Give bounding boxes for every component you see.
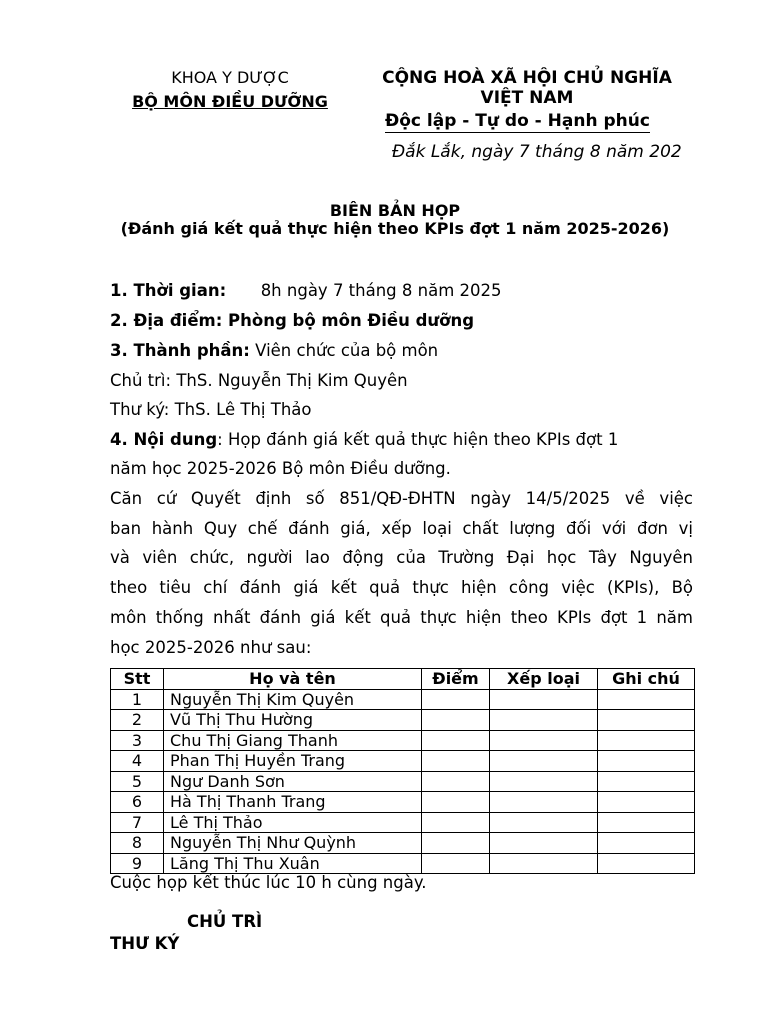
item-time (110, 281, 502, 300)
row-note (598, 853, 695, 874)
row-rank (490, 771, 598, 792)
row-score (422, 771, 490, 792)
table-row (111, 833, 695, 854)
row-stt: 6 (111, 792, 164, 813)
row-score (422, 730, 490, 751)
row-note (598, 792, 695, 813)
row-score (422, 812, 490, 833)
secretary-line: Thư ký: ThS. Lê Thị Thảo (110, 400, 312, 419)
row-stt: 9 (111, 853, 164, 874)
row-name: Hà Thị Thanh Trang (164, 792, 422, 813)
item-content (110, 430, 618, 449)
header-stt: Stt (111, 669, 164, 690)
row-note (598, 730, 695, 751)
row-rank (490, 792, 598, 813)
row-name: Ngư Danh Sơn (164, 771, 422, 792)
item-members (110, 341, 438, 360)
row-stt: 1 (111, 689, 164, 710)
row-score (422, 792, 490, 813)
header-note: Ghi chú (598, 669, 695, 690)
row-stt: 2 (111, 710, 164, 731)
row-score (422, 689, 490, 710)
row-score (422, 751, 490, 772)
row-rank (490, 689, 598, 710)
evaluation-table (110, 668, 695, 874)
row-note (598, 771, 695, 792)
row-name: Lăng Thị Thu Xuân (164, 853, 422, 874)
table-row (111, 853, 695, 874)
chair-line: Chủ trì: ThS. Nguyễn Thị Kim Quyên (110, 371, 408, 390)
row-note (598, 710, 695, 731)
row-score (422, 833, 490, 854)
content-value: : Họp đánh giá kết quả thực hiện theo KPIs đợt 1 (217, 430, 619, 449)
faculty-name: KHOA Y DƯỢC (171, 68, 289, 87)
title-main: BIÊN BẢN HỌP (329, 201, 461, 220)
row-name: Nguyễn Thị Như Quỳnh (164, 833, 422, 854)
row-name: Phan Thị Huyền Trang (164, 751, 422, 772)
row-rank (490, 751, 598, 772)
signature-chair: CHỦ TRÌ (187, 912, 263, 931)
nation-heading: CỘNG HOÀ XÃ HỘI CHỦ NGHĨA VIỆT NAM (382, 68, 672, 108)
row-note (598, 812, 695, 833)
row-rank (490, 833, 598, 854)
row-note (598, 833, 695, 854)
table-row (111, 751, 695, 772)
row-rank (490, 710, 598, 731)
title-sub: (Đánh giá kết quả thực hiện theo KPIs đợt 1 năm 2025-2026) (120, 219, 670, 238)
row-score (422, 710, 490, 731)
date-line: Đắk Lắk, ngày 7 tháng 8 năm 202 (392, 142, 682, 162)
table-row (111, 812, 695, 833)
time-value: 8h ngày 7 tháng 8 năm 2025 (260, 281, 502, 300)
table-row (111, 730, 695, 751)
header-name: Họ và tên (164, 669, 422, 690)
table-row (111, 710, 695, 731)
header-score: Điểm (422, 669, 490, 690)
paragraph-line: môn thống nhất đánh giá kết quả thực hiện theo KPIs đợt 1 năm (110, 607, 693, 627)
paragraph-line: Căn cứ Quyết định số 851/QĐ-ĐHTN ngày 14/5/2025 về việc (110, 489, 693, 508)
department-name: BỘ MÔN ĐIỀU DƯỠNG (132, 92, 328, 111)
item-place: 2. Địa điểm: Phòng bộ môn Điều dưỡng (110, 311, 475, 330)
row-stt: 5 (111, 771, 164, 792)
time-label: 1. Thời gian: (110, 281, 227, 300)
row-name: Lê Thị Thảo (164, 812, 422, 833)
row-rank (490, 853, 598, 874)
table-row (111, 771, 695, 792)
table-header-row (111, 669, 695, 690)
row-stt: 8 (111, 833, 164, 854)
paragraph-line: học 2025-2026 như sau: (110, 637, 312, 657)
paragraph-line: ban hành Quy chế đánh giá, xếp loại chất lượng đối với đơn vị (110, 518, 693, 538)
row-score (422, 853, 490, 874)
closing-line: Cuộc họp kết thúc lúc 10 h cùng ngày. (110, 873, 427, 892)
row-stt: 3 (111, 730, 164, 751)
row-name: Nguyễn Thị Kim Quyên (164, 689, 422, 710)
paragraph-line: và viên chức, người lao động của Trường Đại học Tây Nguyên (110, 548, 693, 568)
document-title (100, 202, 690, 238)
header-rank: Xếp loại (490, 669, 598, 690)
row-note (598, 751, 695, 772)
content-value-2: năm học 2025-2026 Bộ môn Điều dưỡng. (110, 459, 451, 478)
national-motto: Độc lập - Tự do - Hạnh phúc (385, 111, 650, 131)
row-rank (490, 812, 598, 833)
row-rank (490, 730, 598, 751)
content-label: 4. Nội dung (110, 430, 218, 449)
row-stt: 7 (111, 812, 164, 833)
row-stt: 4 (111, 751, 164, 772)
row-note (598, 689, 695, 710)
members-value: Viên chức của bộ môn (249, 341, 439, 360)
paragraph-line: theo tiêu chí đánh giá kết quả thực hiện công việc (KPIs), Bộ (110, 578, 693, 598)
department-block (120, 66, 340, 114)
table-row (111, 689, 695, 710)
signature-secretary: THƯ KÝ (110, 934, 180, 953)
row-name: Chu Thị Giang Thanh (164, 730, 422, 751)
members-label: 3. Thành phần: (110, 341, 250, 360)
table-row (111, 792, 695, 813)
row-name: Vũ Thị Thu Hường (164, 710, 422, 731)
decision-paragraph (110, 484, 693, 662)
